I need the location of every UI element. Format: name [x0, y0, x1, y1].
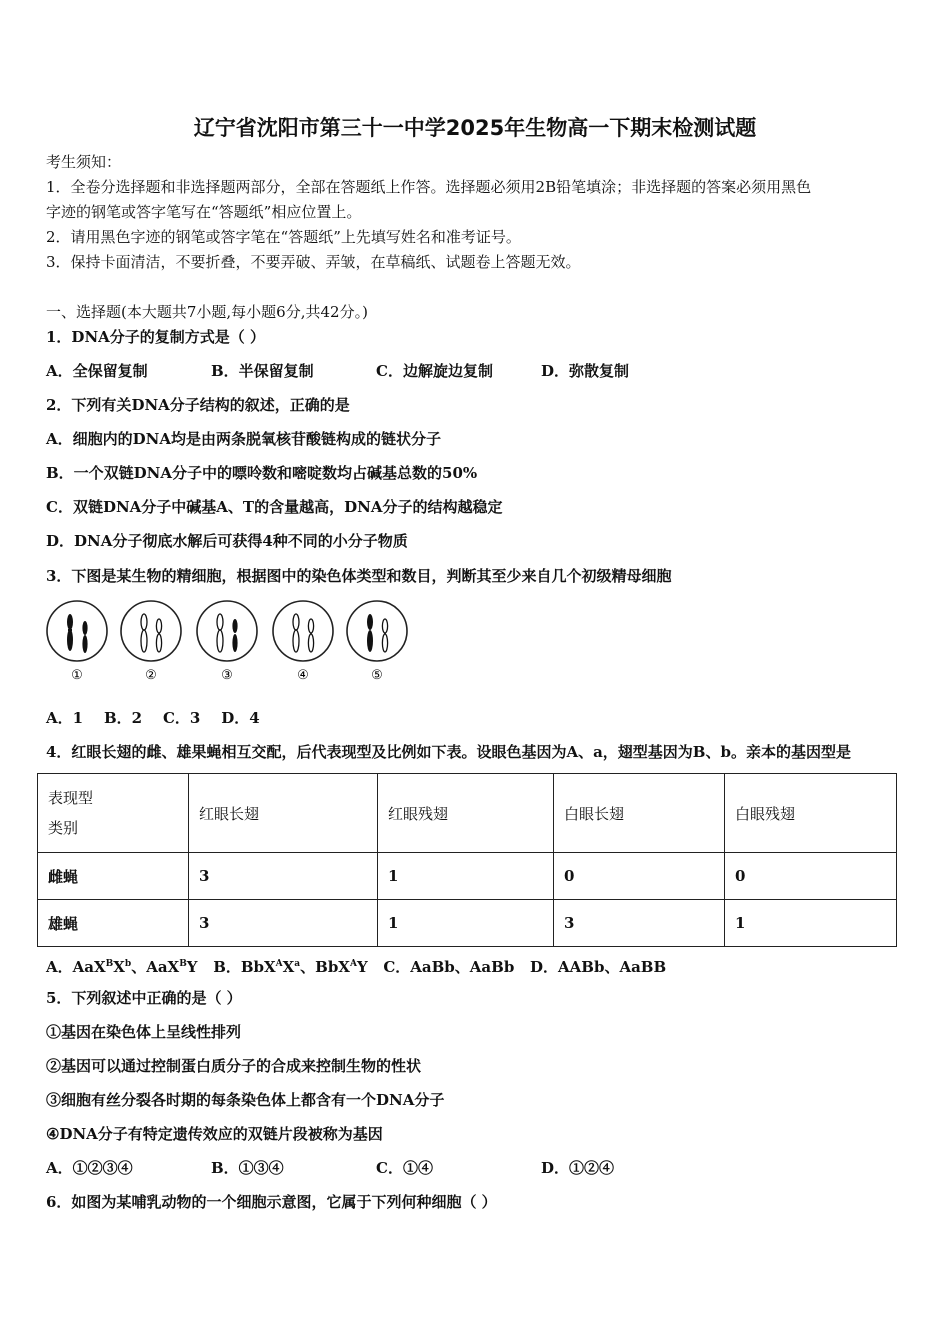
table-cell: 0 [725, 853, 897, 900]
q2-option-a: A．细胞内的DNA均是由两条脱氧核苷酸链构成的链状分子 [46, 430, 441, 448]
q6-stem: 6．如图为某哺乳动物的一个细胞示意图，它属于下列何种细胞（ ） [46, 1193, 497, 1211]
q3-stem: 3．下图是某生物的精细胞，根据图中的染色体类型和数目，判断其至少来自几个初级精母细胞 [46, 567, 672, 585]
q5-option-a: A．①②③④ [46, 1159, 133, 1177]
table-row-label: 雌蝇 [38, 853, 189, 900]
q4-option-b: B．$BbX^AX^a$、BbX$^A$Y [213, 958, 368, 976]
q5-statement-2: ②基因可以通过控制蛋白质分子的合成来控制生物的性状 [46, 1057, 422, 1075]
table-header-row [38, 774, 897, 853]
table-cell: 0 [554, 853, 725, 900]
q2-stem: 2．下列有关DNA分子结构的叙述，正确的是 [46, 396, 350, 414]
table-corner-line-2: 类别 [48, 819, 79, 837]
q4-option-a: A．$AaX^BX^b$、AaX$^B$Y [46, 958, 198, 976]
q5-stem: 5．下列叙述中正确的是（ ） [46, 989, 242, 1007]
q5-statement-3: ③细胞有丝分裂各时期的每条染色体上都含有一个DNA分子 [46, 1091, 445, 1109]
notice-item-3: 3．保持卡面清洁，不要折叠，不要弄破、弄皱，在草稿纸、试题卷上答题无效。 [46, 253, 581, 271]
q2-option-b: B．一个双链DNA分子中的嘌呤数和嘧啶数均占碱基总数的50% [46, 464, 478, 482]
q1-options [46, 361, 629, 381]
table-header-cell: 白眼长翅 [554, 774, 725, 853]
q1-option-a: A．全保留复制 [46, 362, 148, 380]
table-cell: 1 [378, 853, 554, 900]
cell-5-label: ⑤ [371, 668, 383, 683]
table-row-label: 雄蝇 [38, 900, 189, 947]
table-cell: 3 [554, 900, 725, 947]
cell-4-label: ④ [297, 668, 309, 683]
q1-stem: 1．DNA分子的复制方式是（ ） [46, 328, 266, 346]
q5-statement-4: ④DNA分子有特定遗传效应的双链片段被称为基因 [46, 1125, 383, 1143]
phenotype-table [37, 773, 897, 947]
table-row [38, 853, 897, 900]
q4-option-d: D．AABb、AaBB [530, 958, 667, 976]
notice-item-1-line-1: 1．全卷分选择题和非选择题两部分，全部在答题纸上作答。选择题必须用2B铅笔填涂；非选择题的答案必须用黑色 [46, 178, 812, 196]
table-cell: 3 [189, 900, 378, 947]
table-header-cell: 白眼残翅 [725, 774, 897, 853]
notice-item-1-line-2: 字迹的钢笔或答字笔写在“答题纸”相应位置上。 [46, 203, 362, 221]
table-cell: 1 [378, 900, 554, 947]
q4-option-c: C．AaBb、AaBb [383, 958, 515, 976]
notice-item-2: 2．请用黑色字迹的钢笔或答字笔在“答题纸”上先填写姓名和准考证号。 [46, 228, 521, 246]
q3-options: A．1 B．2 C．3 D．4 [46, 709, 260, 727]
table-corner-line-1: 表现型 [48, 789, 94, 807]
table-row [38, 900, 897, 947]
cell-3 [197, 601, 257, 683]
table-header-cell: 红眼长翅 [189, 774, 378, 853]
table-cell: 3 [189, 853, 378, 900]
cell-2-label: ② [145, 668, 157, 683]
q5-statement-1: ①基因在染色体上呈线性排列 [46, 1023, 242, 1041]
q1-option-c: C．边解旋边复制 [376, 362, 493, 380]
q1-option-d: D．弥散复制 [541, 362, 630, 380]
q4-stem: 4．红眼长翅的雌、雄果蝇相互交配，后代表现型及比例如下表。设眼色基因为A、a，翅型基因为B、b。亲本的基因型是 [46, 743, 851, 761]
section-heading: 一、选择题(本大题共7小题,每小题6分,共42分。) [46, 303, 368, 321]
table-cell: 1 [725, 900, 897, 947]
q4-options [46, 954, 666, 977]
q5-options [46, 1158, 614, 1178]
sperm-cells-figure [46, 598, 426, 686]
q5-option-c: C．①④ [376, 1159, 433, 1177]
notice-heading: 考生须知： [46, 153, 122, 171]
table-corner-cell [38, 774, 189, 853]
q5-option-d: D．①②④ [541, 1159, 615, 1177]
table-header-cell: 红眼残翅 [378, 774, 554, 853]
cell-1 [47, 601, 107, 683]
q5-option-b: B．①③④ [211, 1159, 284, 1177]
q1-option-b: B．半保留复制 [211, 362, 314, 380]
cell-5 [347, 601, 407, 683]
q2-option-c: C．双链DNA分子中碱基A、T的含量越高，DNA分子的结构越稳定 [46, 498, 503, 516]
cell-2 [121, 601, 181, 683]
cell-4 [273, 601, 333, 683]
cell-1-label: ① [71, 668, 83, 683]
q2-option-d: D．DNA分子彻底水解后可获得4种不同的小分子物质 [46, 532, 408, 550]
cell-3-label: ③ [221, 668, 233, 683]
exam-title: 辽宁省沈阳市第三十一中学2025年生物高一下期末检测试题 [193, 116, 757, 140]
